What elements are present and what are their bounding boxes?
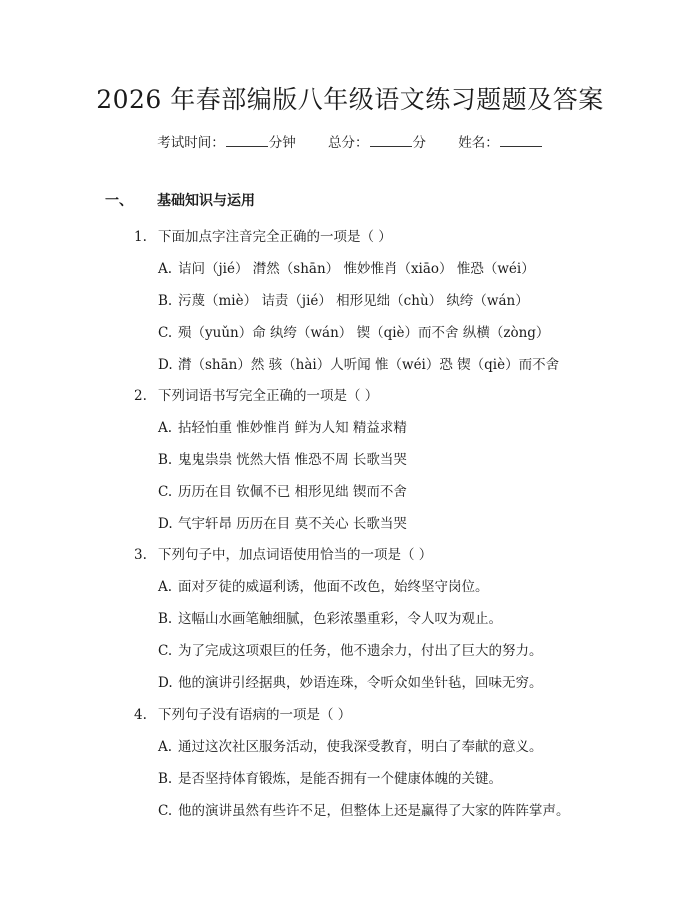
option-text: 通过这次社区服务活动，使我深受教育，明白了奉献的意义。 (178, 739, 543, 755)
option-text: 污蔑（miè） 诘责（jié） 相形见绌（chù） 纨绔（wán） (178, 293, 529, 309)
option-label: B. (158, 452, 173, 468)
question-4 (134, 703, 351, 723)
option-3c (158, 639, 543, 659)
score-label: 总分： (328, 135, 369, 151)
option-3b (158, 607, 502, 627)
document-title: 2026 年春部编版八年级语文练习题题及答案 (96, 85, 604, 114)
option-2c (158, 480, 407, 500)
option-text: 鬼鬼祟祟 恍然大悟 惟恐不周 长歌当哭 (178, 452, 407, 468)
option-text: 为了完成这项艰巨的任务，他不遗余力，付出了巨大的努力。 (178, 643, 543, 659)
option-label: C. (158, 643, 173, 659)
option-1b (158, 289, 529, 309)
option-label: A. (158, 579, 173, 595)
score-unit: 分 (412, 135, 426, 151)
exam-meta (0, 131, 700, 151)
time-label: 考试时间： (157, 135, 225, 151)
total-score (328, 135, 426, 151)
option-text: 殒（yuǔn）命 纨绔（wán） 锲（qiè）而不舍 纵横（zòng） (178, 325, 550, 341)
section-number: 一、 (105, 193, 133, 209)
option-text: 他的演讲引经据典，妙语连珠，令听众如坐针毡，回味无穷。 (178, 675, 543, 691)
option-label: D. (158, 516, 173, 532)
time-blank (226, 134, 268, 147)
question-3 (134, 543, 432, 563)
option-2d (158, 512, 407, 532)
question-2 (134, 384, 378, 404)
question-1 (134, 225, 392, 245)
option-1d (158, 353, 559, 373)
name-label: 姓名： (458, 135, 499, 151)
option-label: B. (158, 293, 173, 309)
option-1a (158, 257, 535, 277)
option-2b (158, 448, 407, 468)
option-text: 他的演讲虽然有些许不足，但整体上还是赢得了大家的阵阵掌声。 (178, 803, 570, 819)
name-blank (500, 134, 542, 147)
option-text: 气宇轩昂 历历在目 莫不关心 长歌当哭 (178, 516, 407, 532)
question-number: 4. (134, 707, 147, 723)
option-text: 拈轻怕重 惟妙惟肖 鲜为人知 精益求精 (178, 420, 407, 436)
question-number: 2. (134, 388, 147, 404)
option-label: C. (158, 803, 173, 819)
option-text: 历历在目 钦佩不已 相形见绌 锲而不舍 (178, 484, 407, 500)
option-label: A. (158, 739, 173, 755)
option-text: 这幅山水画笔触细腻，色彩浓墨重彩，令人叹为观止。 (178, 611, 502, 627)
option-3a (158, 575, 489, 595)
option-3d (158, 671, 543, 691)
question-number: 1. (134, 229, 147, 245)
option-label: C. (158, 325, 173, 341)
option-2a (158, 416, 407, 436)
question-text: 下列句子中，加点词语使用恰当的一项是（ ） (158, 547, 433, 563)
option-label: D. (158, 675, 173, 691)
section-title: 基础知识与运用 (157, 193, 255, 209)
question-text: 下列词语书写完全正确的一项是（ ） (158, 388, 379, 404)
score-blank (370, 134, 412, 147)
option-text: 是否坚持体育锻炼，是能否拥有一个健康体魄的关键。 (178, 771, 502, 787)
option-label: B. (158, 771, 173, 787)
exam-time (157, 135, 296, 151)
option-text: 面对歹徒的威逼利诱，他面不改色，始终坚守岗位。 (178, 579, 489, 595)
option-4a (158, 735, 543, 755)
question-text: 下面加点字注音完全正确的一项是（ ） (158, 229, 392, 245)
option-label: B. (158, 611, 173, 627)
option-label: A. (158, 261, 173, 277)
option-4b (158, 767, 502, 787)
student-name (458, 135, 543, 151)
option-label: D. (158, 357, 173, 373)
option-label: C. (158, 484, 173, 500)
option-text: 潸（shān）然 骇（hài）人听闻 惟（wéi）恐 锲（qiè）而不舍 (178, 357, 560, 373)
question-text: 下列句子没有语病的一项是（ ） (158, 707, 352, 723)
time-unit: 分钟 (268, 135, 296, 151)
section-heading (105, 190, 255, 210)
option-text: 诘问（jié） 潸然（shān） 惟妙惟肖（xiāo） 惟恐（wéi） (178, 261, 535, 277)
option-4c (158, 799, 570, 819)
question-number: 3. (134, 547, 147, 563)
option-label: A. (158, 420, 173, 436)
option-1c (158, 321, 549, 341)
